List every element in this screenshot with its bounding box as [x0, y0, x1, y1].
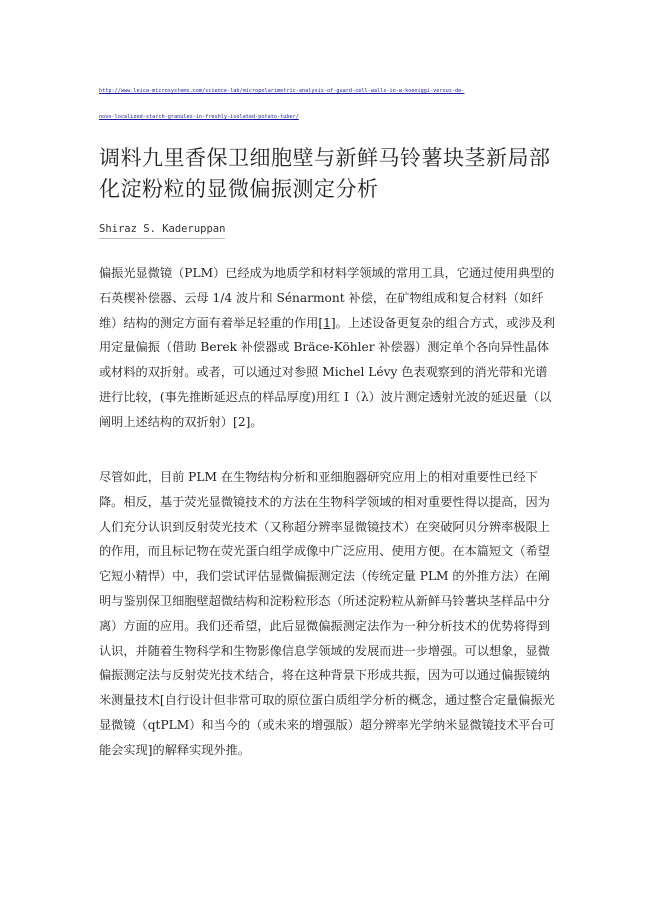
reference-link-1[interactable]: [1]	[318, 315, 336, 330]
document-title: 调料九里香保卫细胞壁与新鲜马铃薯块茎新局部化淀粉粒的显微偏振测定分析	[99, 146, 551, 201]
paragraph-1	[99, 261, 557, 435]
source-url-link-line1[interactable]: http://www.leica-microsystems.com/science-lab/micropolarimetric-analysis-of-guard-cell-walls-in-w-koeniggi-versus-de-	[99, 88, 465, 94]
paragraph-1-text-b: 。上述设备更复杂的组合方式，或涉及利用定量偏振（借助 Berek 补偿器或 Bräce-Köhler 补偿器）测定单个各向异性晶体或材料的双折射。或者，可以通过对参照 Michel Lévy 色表观察到的消光带和光谱进行比较，(事先推断延迟点的样品厚度)用红 I（λ）波片测定透射光波的延迟量（以阐明上述结构的双折射）[2]。	[99, 315, 556, 429]
paragraph-1-text-a: 偏振光显微镜（PLM）已经成为地质学和材料学领域的常用工具，它通过使用典型的石英楔补偿器、云母 1/4 波片和 Sénarmont 补偿，在矿物组成和复合材料（如纤维）结构的测定方面有着举足轻重的作用	[99, 266, 555, 330]
source-url-link-line2[interactable]: novo-localized-starch-granules-in-freshly-isolated-potato-tuber/	[99, 114, 299, 120]
paragraph-2: 尽管如此，目前 PLM 在生物结构分析和亚细胞器研究应用上的相对重要性已经下降。相反，基于荧光显微镜技术的方法在生物科学领域的相对重要性得以提高，因为人们充分认识到反射荧光技术（又称超分辨率显微镜技术）在突破阿贝分辨率极限上的作用，而且标记物在荧光蛋白组学成像中广泛应用、使用方便。在本篇短文（希望它短小精悍）中，我们尝试评估显微偏振测定法（传统定量 PLM 的外推方法）在阐明与鉴别保卫细胞壁超微结构和淀粉粒形态（所述淀粉粒从新鲜马铃薯块茎样品中分离）方面的应用。我们还希望，此后显微偏振测定法作为一种分析技术的优势将得到认识，并随着生物科学和生物影像信息学领域的发展而进一步增强。可以想象，显微偏振测定法与反射荧光技术结合，将在这种背景下形成共振，因为可以通过偏振镜纳米测量技术[自行设计但非常可取的原位蛋白质组学分析的概念，通过整合定量偏振光显微镜（qtPLM）和当今的（或未来的增强版）超分辨率光学纳米显微镜技术平台可能会实现]的解释实现外推。	[99, 470, 555, 757]
author-name: Shiraz S. Kaderuppan	[99, 223, 226, 235]
